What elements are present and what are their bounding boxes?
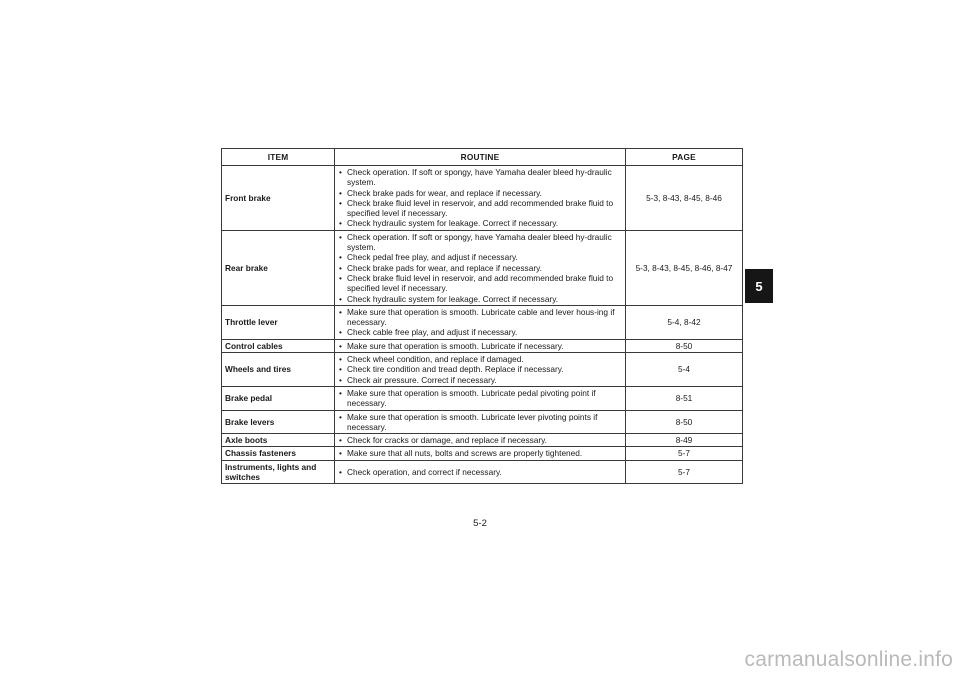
routine-cell	[335, 166, 626, 231]
table-row	[222, 447, 743, 460]
bullet-icon: •	[339, 448, 342, 459]
routine-list-item	[339, 467, 622, 477]
routine-list-item	[339, 435, 622, 445]
routine-list-item	[339, 412, 622, 433]
routine-text: Check hydraulic system for leakage. Correct if necessary.	[347, 218, 559, 229]
table-row	[222, 353, 743, 387]
routine-list-item	[339, 388, 622, 409]
header-page: PAGE	[626, 149, 743, 166]
routine-list	[339, 467, 622, 477]
table-row	[222, 434, 743, 447]
bullet-icon: •	[339, 374, 342, 385]
routine-list	[339, 341, 622, 351]
bullet-icon: •	[339, 364, 342, 375]
item-cell: Rear brake	[222, 230, 335, 305]
routine-text: Make sure that operation is smooth. Lubricate lever pivoting points if necessary.	[347, 411, 598, 432]
routine-text: Check wheel condition, and replace if damaged.	[347, 354, 524, 365]
routine-list-item	[339, 263, 622, 273]
maintenance-table-wrapper	[221, 148, 742, 484]
routine-list-item	[339, 307, 622, 328]
routine-list-item	[339, 448, 622, 458]
bullet-icon: •	[339, 327, 342, 338]
routine-text: Check tire condition and tread depth. Replace if necessary.	[347, 364, 564, 375]
routine-list	[339, 412, 622, 433]
routine-cell	[335, 353, 626, 387]
routine-text: Check air pressure. Correct if necessary.	[347, 374, 497, 385]
bullet-icon: •	[339, 197, 342, 208]
routine-text: Check hydraulic system for leakage. Correct if necessary.	[347, 293, 559, 304]
routine-cell	[335, 447, 626, 460]
routine-cell	[335, 410, 626, 434]
maintenance-table	[221, 148, 743, 484]
page-number: 5-2	[473, 518, 487, 529]
bullet-icon: •	[339, 167, 342, 177]
item-cell: Brake levers	[222, 410, 335, 434]
header-item: ITEM	[222, 149, 335, 166]
table-row	[222, 230, 743, 305]
routine-list-item	[339, 218, 622, 228]
page-cell: 5-7	[626, 460, 743, 484]
routine-list	[339, 388, 622, 409]
routine-text: Check operation. If soft or spongy, have Yamaha dealer bleed hy-draulic system.	[347, 167, 612, 188]
item-cell: Control cables	[222, 339, 335, 352]
bullet-icon: •	[339, 340, 342, 351]
table-body	[222, 166, 743, 484]
routine-text: Check brake pads for wear, and replace if necessary.	[347, 262, 542, 273]
page-cell: 5-3, 8-43, 8-45, 8-46, 8-47	[626, 230, 743, 305]
bullet-icon: •	[339, 187, 342, 198]
bullet-icon: •	[339, 218, 342, 229]
routine-list-item	[339, 364, 622, 374]
item-cell: Front brake	[222, 166, 335, 231]
routine-list	[339, 448, 622, 458]
table-row	[222, 166, 743, 231]
routine-text: Check brake fluid level in reservoir, and add recommended brake fluid to specified level if necessary.	[347, 272, 614, 294]
routine-list-item	[339, 375, 622, 385]
routine-list-item	[339, 341, 622, 351]
bullet-icon: •	[339, 387, 342, 398]
routine-text: Make sure that all nuts, bolts and screws are properly tightened.	[347, 448, 583, 459]
item-cell: Throttle lever	[222, 305, 335, 339]
page-cell: 5-4, 8-42	[626, 305, 743, 339]
routine-list-item	[339, 354, 622, 364]
item-cell: Chassis fasteners	[222, 447, 335, 460]
routine-text: Make sure that operation is smooth. Lubricate if necessary.	[347, 340, 564, 351]
routine-list-item	[339, 252, 622, 262]
item-cell: Instruments, lights and switches	[222, 460, 335, 484]
bullet-icon: •	[339, 306, 342, 317]
bullet-icon: •	[339, 354, 342, 365]
routine-text: Check for cracks or damage, and replace if necessary.	[347, 435, 547, 446]
page-cell: 8-49	[626, 434, 743, 447]
page-cell: 8-50	[626, 410, 743, 434]
routine-cell	[335, 230, 626, 305]
bullet-icon: •	[339, 293, 342, 304]
page-cell: 5-7	[626, 447, 743, 460]
bullet-icon: •	[339, 231, 342, 242]
watermark: carmanualsonline.info	[744, 648, 953, 671]
bullet-icon: •	[339, 411, 342, 422]
routine-text: Check brake fluid level in reservoir, and add recommended brake fluid to specified level if necessary.	[347, 197, 614, 219]
routine-list	[339, 354, 622, 385]
header-routine: ROUTINE	[335, 149, 626, 166]
routine-cell	[335, 305, 626, 339]
table-row	[222, 410, 743, 434]
page-cell: 8-50	[626, 339, 743, 352]
routine-text: Make sure that operation is smooth. Lubricate pedal pivoting point if necessary.	[347, 387, 596, 409]
table-row	[222, 460, 743, 484]
routine-text: Check brake pads for wear, and replace if necessary.	[347, 187, 542, 198]
routine-cell	[335, 434, 626, 447]
routine-cell	[335, 386, 626, 410]
routine-list-item	[339, 188, 622, 198]
item-cell: Axle boots	[222, 434, 335, 447]
item-cell: Wheels and tires	[222, 353, 335, 387]
routine-cell	[335, 339, 626, 352]
bullet-icon: •	[339, 435, 342, 446]
table-row	[222, 305, 743, 339]
page-cell: 5-4	[626, 353, 743, 387]
page-cell: 5-3, 8-43, 8-45, 8-46	[626, 166, 743, 231]
routine-list-item	[339, 167, 622, 188]
routine-list	[339, 232, 622, 304]
routine-list	[339, 435, 622, 445]
routine-text: Check operation, and correct if necessary.	[347, 466, 502, 477]
routine-cell	[335, 460, 626, 484]
routine-text: Check operation. If soft or spongy, have Yamaha dealer bleed hy-draulic system.	[347, 231, 612, 253]
routine-list	[339, 307, 622, 338]
item-cell: Brake pedal	[222, 386, 335, 410]
routine-text: Make sure that operation is smooth. Lubricate cable and lever hous-ing if necessary.	[347, 306, 615, 328]
bullet-icon: •	[339, 262, 342, 273]
section-tab: 5	[745, 269, 773, 303]
routine-text: Check cable free play, and adjust if necessary.	[347, 327, 518, 338]
page-cell: 8-51	[626, 386, 743, 410]
bullet-icon: •	[339, 272, 342, 283]
routine-list-item	[339, 198, 622, 219]
table-row	[222, 339, 743, 352]
table-row	[222, 386, 743, 410]
routine-list-item	[339, 273, 622, 294]
routine-list-item	[339, 327, 622, 337]
routine-text: Check pedal free play, and adjust if necessary.	[347, 252, 518, 263]
routine-list-item	[339, 232, 622, 253]
bullet-icon: •	[339, 252, 342, 263]
routine-list-item	[339, 294, 622, 304]
bullet-icon: •	[339, 466, 342, 477]
routine-list	[339, 167, 622, 229]
table-header-row	[222, 149, 743, 166]
